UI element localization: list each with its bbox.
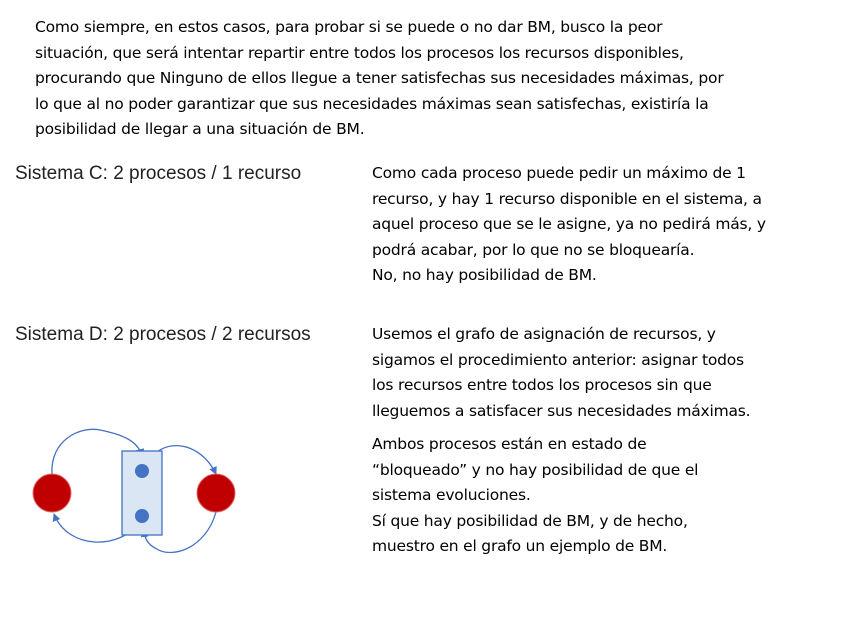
sistema-d-line: los recursos entre todos los procesos sin que [372, 376, 712, 394]
resource-instance [135, 509, 149, 523]
intro-line: procurando que Ninguno de ellos llegue a tener satisfechas sus necesidades máximas, por [35, 69, 724, 87]
sistema-d-line: Usemos el grafo de asignación de recursos, y [372, 325, 716, 343]
sistema-d-line: muestro en el grafo un ejemplo de BM. [372, 537, 668, 555]
process-right [197, 474, 235, 512]
sistema-c-heading: Sistema C: 2 procesos / 1 recurso [15, 163, 302, 184]
sistema-d-line: sistema evoluciones. [372, 486, 531, 504]
sistema-d-line: sigamos el procedimiento anterior: asignar todos [372, 350, 744, 369]
sistema-d-line: Sí que hay posibilidad de BM, y de hecho, [372, 511, 688, 530]
sistema-d-line: “bloqueado” y no hay posibilidad de que el [372, 460, 699, 479]
sistema-d-line: Ambos procesos están en estado de [372, 435, 647, 453]
resource-instance [135, 464, 149, 478]
sistema-c-line: recurso, y hay 1 recurso disponible en el sistema, a [372, 189, 762, 208]
sistema-c-line: podrá acabar, por lo que no se bloquearía. [372, 240, 695, 259]
sistema-d-line: lleguemos a satisfacer sus necesidades máximas. [372, 401, 751, 420]
sistema-c-line: No, no hay posibilidad de BM. [372, 266, 597, 284]
sistema-c-line: Como cada proceso puede pedir un máximo de 1 [372, 164, 746, 182]
intro-line: Como siempre, en estos casos, para probar si se puede o no dar BM, busco la peor [35, 18, 663, 36]
intro-line: lo que al no poder garantizar que sus necesidades máximas sean satisfechas, existiría la [35, 94, 709, 113]
intro-line: posibilidad de llegar a una situación de BM. [35, 120, 365, 138]
process-left [33, 474, 71, 512]
sistema-d-heading: Sistema D: 2 procesos / 2 recursos [15, 324, 311, 345]
intro-line: situación, que será intentar repartir entre todos los procesos los recursos disponibles, [35, 43, 684, 62]
sistema-c-line: aquel proceso que se le asigne, ya no pedirá más, y [372, 215, 766, 233]
